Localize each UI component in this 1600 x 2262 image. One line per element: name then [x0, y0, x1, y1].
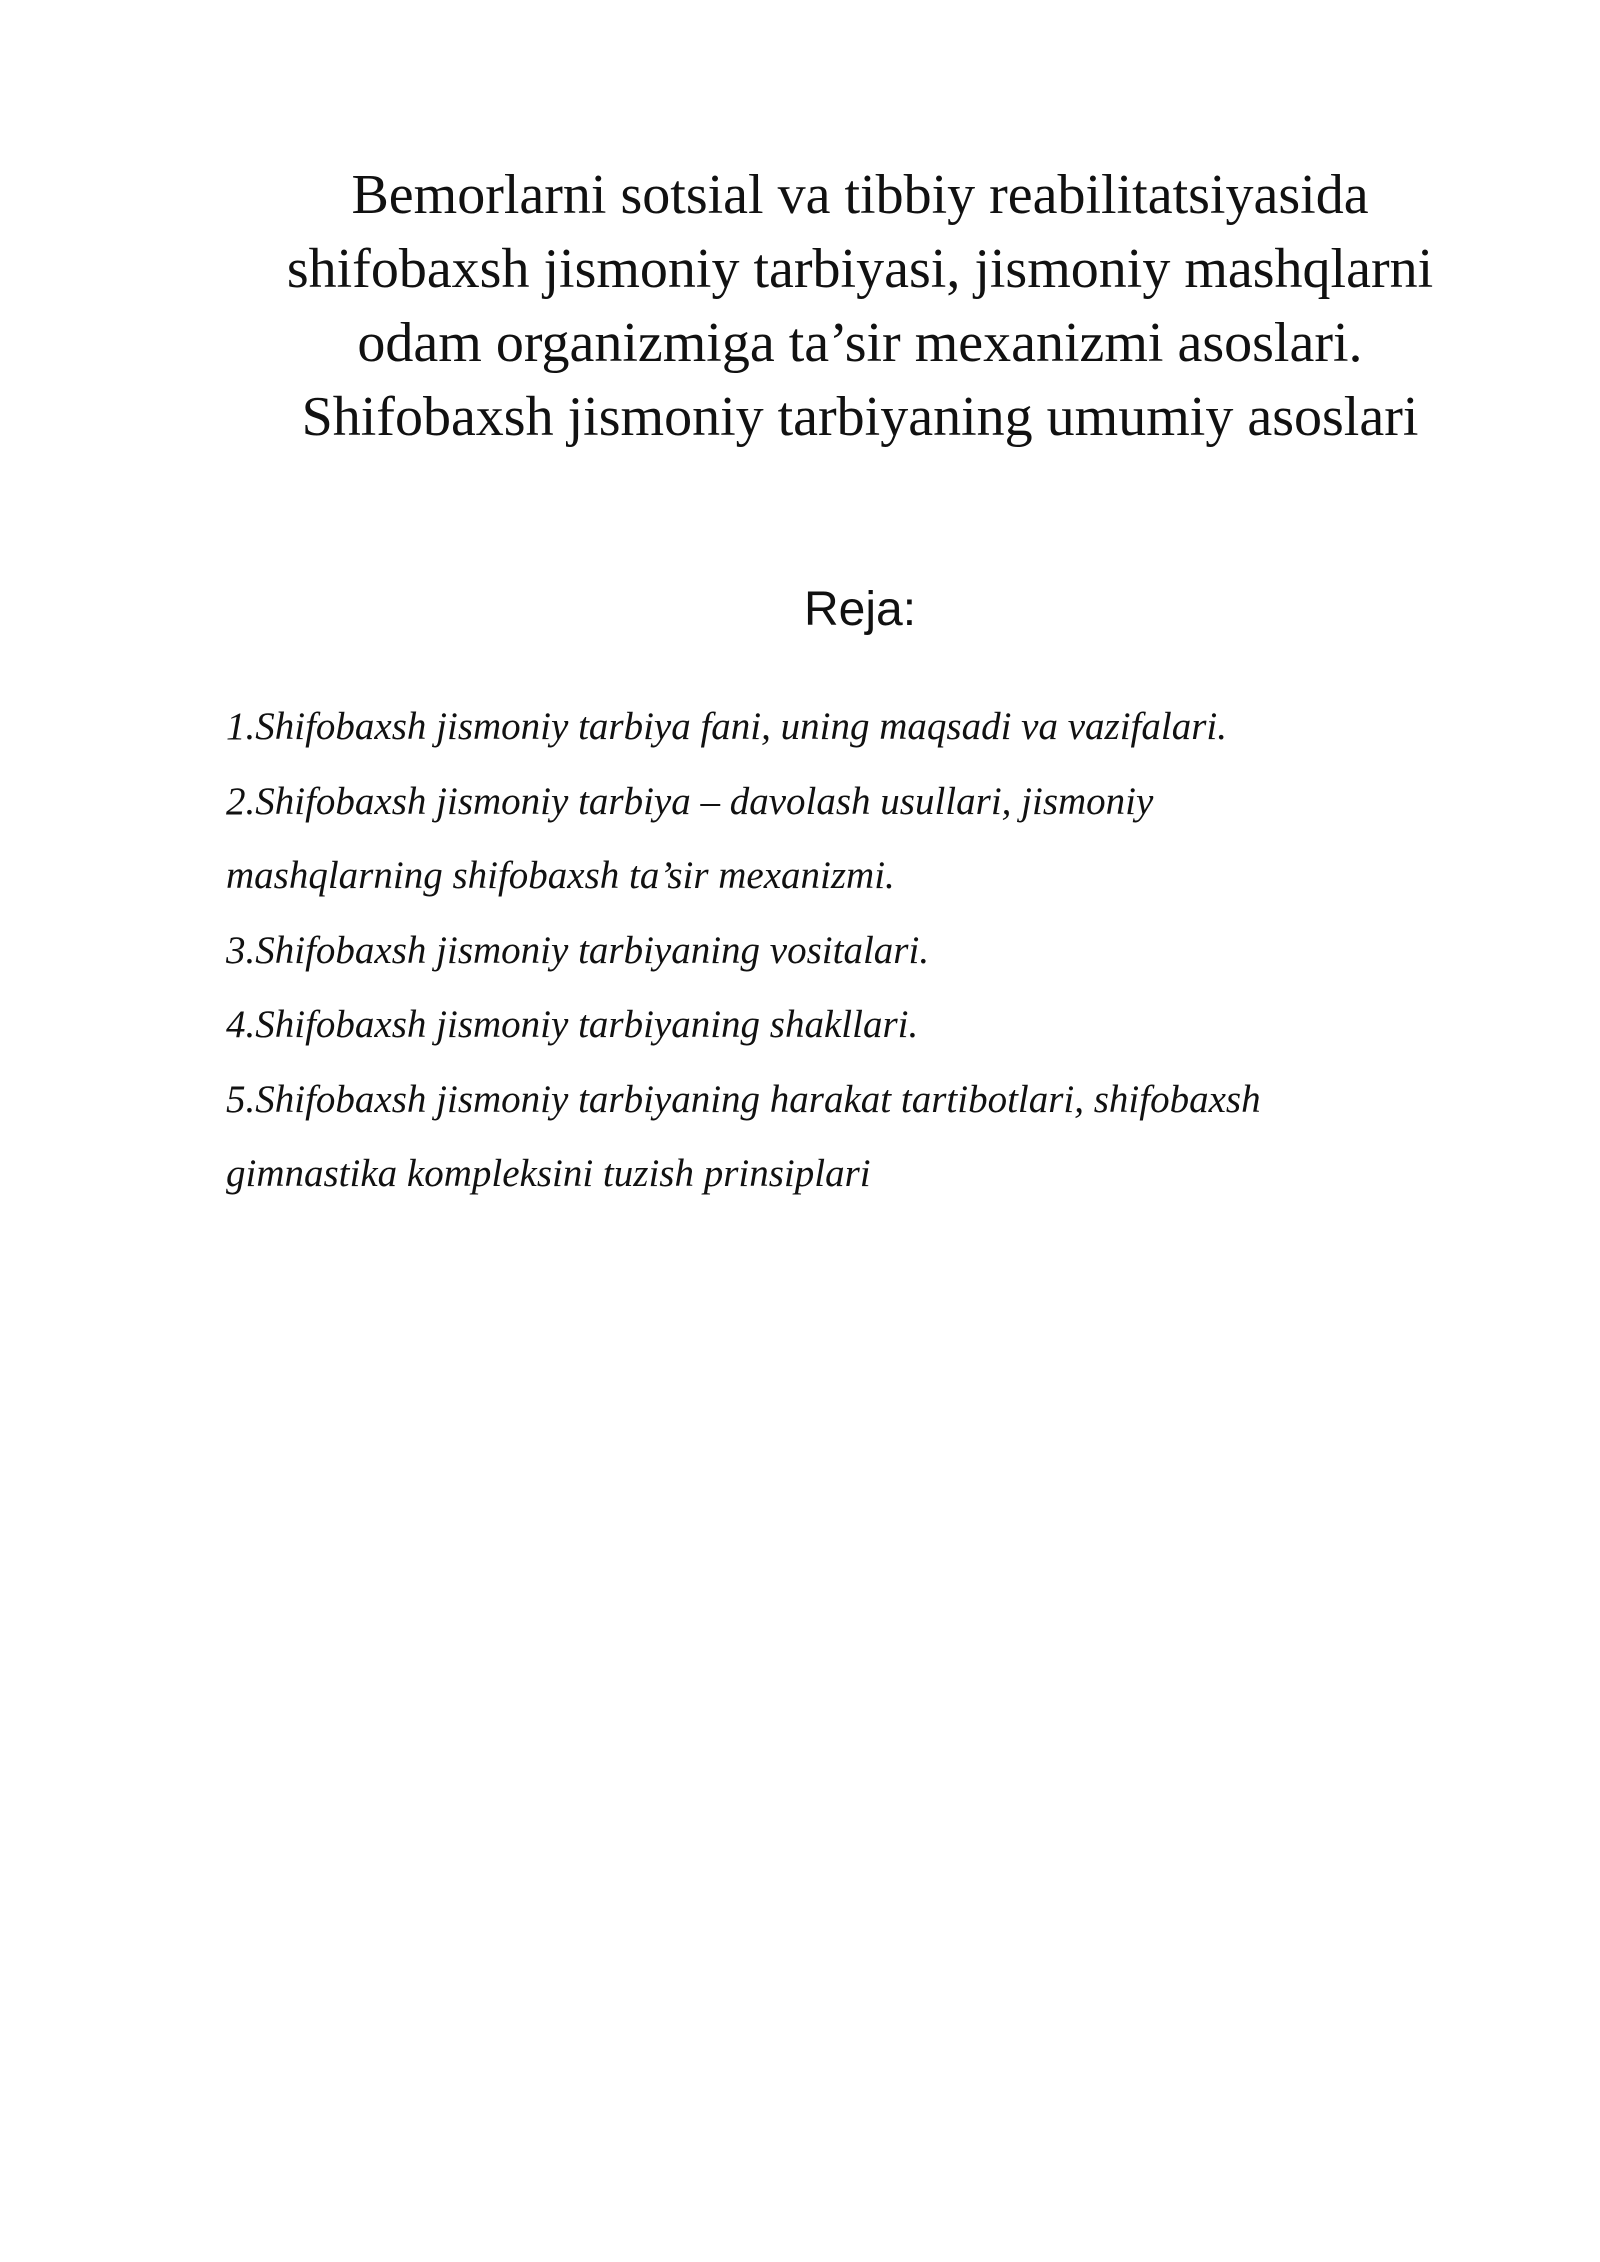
plan-heading: Reja:: [803, 583, 917, 636]
plan-item: [226, 765, 1426, 914]
title-line: Bemorlarni sotsial va tibbiy reabilitatsiyasida: [351, 164, 1369, 226]
plan-item-line: 2.Shifobaxsh jismoniy tarbiya – davolash usullari, jismoniy: [226, 779, 1154, 823]
document-title: [220, 158, 1500, 454]
plan-item-line: gimnastika kompleksini tuzish prinsiplari: [226, 1152, 871, 1195]
plan-item-line: 1.Shifobaxsh jismoniy tarbiya fani, uning maqsadi va vazifalari.: [226, 705, 1227, 748]
plan-item-line: 3.Shifobaxsh jismoniy tarbiyaning vositalari.: [226, 928, 930, 972]
plan-item-line: 5.Shifobaxsh jismoniy tarbiyaning harakat tartibotlari, shifobaxsh: [226, 1077, 1261, 1121]
plan-item: [226, 914, 1426, 989]
plan-item: [226, 690, 1426, 765]
plan-item-line: 4.Shifobaxsh jismoniy tarbiyaning shakllari.: [226, 1003, 919, 1046]
plan-list: [226, 690, 1426, 1212]
plan-item-line: mashqlarning shifobaxsh ta’sir mexanizmi.: [226, 854, 895, 897]
plan-item: [226, 1063, 1426, 1212]
plan-item: [226, 988, 1426, 1063]
title-line: Shifobaxsh jismoniy tarbiyaning umumiy asoslari: [301, 386, 1419, 448]
title-line: odam organizmiga ta’sir mexanizmi asoslari.: [357, 312, 1363, 374]
title-line: shifobaxsh jismoniy tarbiyasi, jismoniy mashqlarni: [286, 238, 1434, 300]
